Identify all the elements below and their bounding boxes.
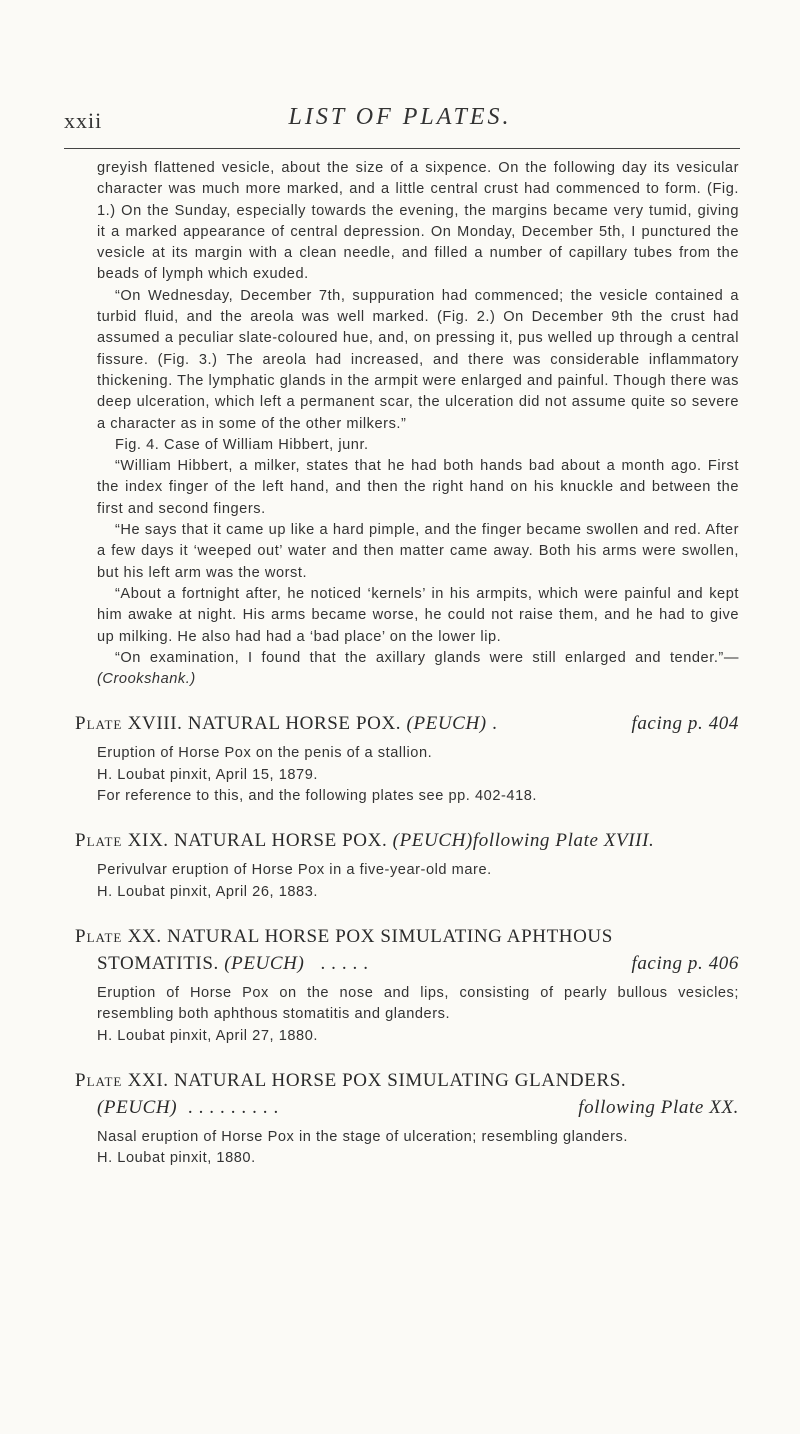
description-line: Eruption of Horse Pox on the nose and lips, consisting of pearly bullous vesicles; resembling both aphthous stomatitis and glanders. <box>97 984 739 1023</box>
plate-title: NATURAL HORSE POX SIMULATING APHTHOUS <box>167 925 613 947</box>
plate-heading <box>75 827 739 854</box>
plate-title: NATURAL HORSE POX SIMULATING GLANDERS. <box>173 1069 627 1091</box>
paragraph: “He says that it came up like a hard pimple, and the finger became swollen and red. After a few days it ‘weeped out’ water and then matter came away. Both his arms were swollen, but his left arm was the worst. <box>97 522 739 581</box>
paragraph: “On Wednesday, December 7th, suppuration had commenced; the vesicle contained a turbid fluid, and the areola was well marked. (Fig. 2.) On December 9th the crust had assumed a peculiar slate-coloured hue, and, on pressing it, pus welled up through a central fissure. (Fig. 3.) The areola had increased, and there was considerable inflammatory thickening. The lymphatic glands in the armpit were enlarged and painful. Though there was deep ulceration, which left a permanent scar, the ulceration did not assume quite so severe a character as in some of the other milkers.” <box>97 287 739 432</box>
plate-description <box>97 860 739 903</box>
plate-title: NATURAL HORSE POX. <box>187 713 402 735</box>
paragraph: “About a fortnight after, he noticed ‘kernels’ in his armpits, which were painful and kept him awake at night. His arms became worse, he could not raise them, and he had to give up milking. He also had had a ‘bad place’ on the lower lip. <box>97 585 739 645</box>
plate-number: XXI. <box>127 1069 169 1091</box>
page-body <box>75 158 739 1169</box>
description-line: Perivulvar eruption of Horse Pox in a five-year-old mare. <box>97 862 492 879</box>
plate-label: Plate <box>75 830 123 852</box>
plate-title-continued: STOMATITIS. <box>97 952 219 974</box>
plate-description <box>97 1127 739 1170</box>
description-line: For reference to this, and the following plates see pp. 402-418. <box>97 788 538 805</box>
citation: (Crookshank.) <box>97 671 196 688</box>
plate-label: Plate <box>75 713 123 735</box>
leader-dots: . <box>492 713 498 735</box>
page-reference: following Plate XX. <box>578 1096 739 1118</box>
plate-label: Plate <box>75 925 123 947</box>
paragraph-text: “On examination, I found that the axillary glands were still enlarged and tender.”— <box>115 649 739 666</box>
plate-heading <box>75 1067 739 1121</box>
plate-entry <box>75 1067 739 1170</box>
plate-subtitle: (PEUCH) <box>224 952 305 974</box>
plate-subtitle: (PEUCH) <box>97 1096 178 1118</box>
plate-entry <box>75 923 739 1047</box>
plate-number: XIX. <box>127 830 169 852</box>
page-reference: facing p. 406 <box>631 952 739 974</box>
page-header <box>0 104 800 144</box>
plate-subtitle: (PEUCH) <box>392 830 473 852</box>
paragraph <box>97 648 739 691</box>
page-number: xxii <box>64 108 103 133</box>
plate-description <box>97 983 739 1047</box>
plate-subtitle: (PEUCH) <box>406 713 487 735</box>
leader-dots: . . . . . . . . . <box>187 1096 279 1118</box>
plate-entry <box>75 710 739 807</box>
running-title: LIST OF PLATES. <box>288 104 512 130</box>
description-line: Eruption of Horse Pox on the penis of a stallion. <box>97 745 433 762</box>
plate-entry <box>75 827 739 903</box>
description-line: Nasal eruption of Horse Pox in the stage of ulceration; resembling glanders. <box>97 1128 628 1145</box>
description-line: H. Loubat pinxit, April 15, 1879. <box>97 766 318 783</box>
paragraph: Fig. 4. Case of William Hibbert, junr. <box>115 436 369 453</box>
plate-title: NATURAL HORSE POX. <box>173 830 388 852</box>
description-line: H. Loubat pinxit, April 26, 1883. <box>97 883 318 900</box>
plate-number: XX. <box>127 925 162 947</box>
leader-dots: . . . . . <box>320 952 369 974</box>
paragraph: greyish flattened vesicle, about the size of a sixpence. On the following day its vesicular character was much more marked, and a little central crust had commenced to form. (Fig. 1.) On the Sunday, especially towards the evening, the margins became very tumid, giving it a marked appearance of central depression. On Monday, December 5th, I punctured the vesicle at its margin with a clean needle, and filled a number of capillary tubes from the beads of lymph which exuded. <box>97 160 739 283</box>
plate-number: XVIII. <box>127 713 183 735</box>
header-rule <box>64 148 740 149</box>
plate-label: Plate <box>75 1069 123 1091</box>
description-line: H. Loubat pinxit, April 27, 1880. <box>97 1027 318 1044</box>
plate-heading <box>75 923 739 977</box>
paragraph: “William Hibbert, a milker, states that he had both hands bad about a month ago. First the index finger of the left hand, and then the right hand on his knuckle and between the first and second fingers. <box>97 458 739 517</box>
page-reference: facing p. 404 <box>631 713 739 735</box>
page-reference: following Plate XVIII. <box>472 830 655 852</box>
description-line: H. Loubat pinxit, 1880. <box>97 1150 256 1167</box>
plate-description <box>97 743 739 807</box>
plate-heading <box>75 710 739 737</box>
